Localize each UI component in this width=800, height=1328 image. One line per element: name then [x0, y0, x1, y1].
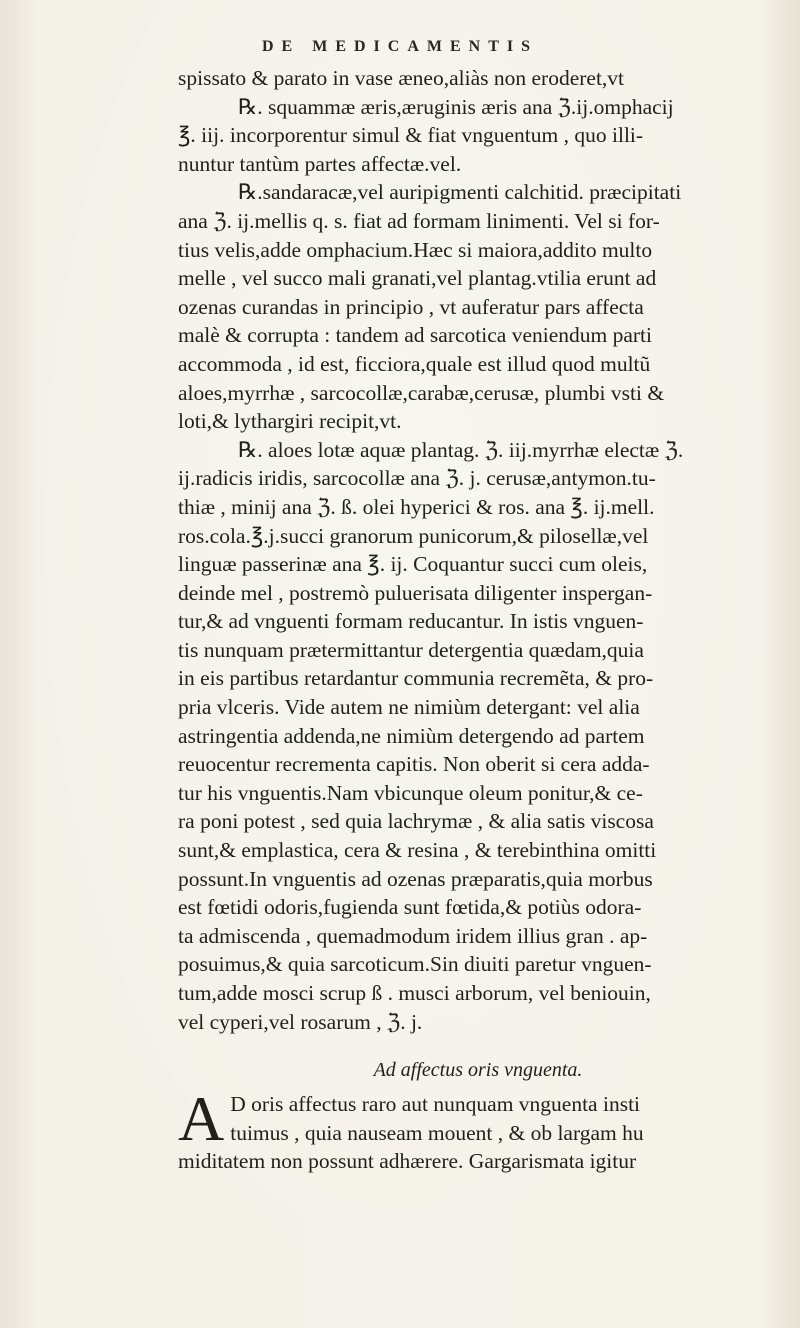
- text-line: deinde mel , postremò puluerisata diligenter inspergan-: [178, 580, 653, 605]
- text-line: malè & corrupta : tandem ad sarcotica veniendum parti: [178, 323, 653, 348]
- text-line: nuntur tantùm partes affectæ.vel.: [178, 151, 462, 176]
- text-line: linguæ passerinæ ana ℥. ij. Coquantur succi cum oleis,: [178, 552, 648, 577]
- text-line: vel cyperi,vel rosarum , ℨ. j.: [178, 1009, 423, 1034]
- text-line: ra poni potest , sed quia lachrymæ , & alia satis viscosa: [178, 809, 654, 834]
- text-line: ta admiscenda , quemadmodum iridem illius gran . ap-: [178, 923, 648, 948]
- text-line: in eis partibus retardantur communia recremẽta, & pro-: [178, 666, 654, 691]
- text-line: loti,& lythargiri recipit,vt.: [178, 409, 402, 434]
- text-line: sunt,& emplastica, cera & resina , & terebinthina omitti: [178, 838, 657, 863]
- text-line: ij.radicis iridis, sarcocollæ ana ℨ. j. cerusæ,antymon.tu-: [178, 466, 656, 491]
- text-line: possunt.In vnguentis ad ozenas præparatis,quia morbus: [178, 866, 653, 891]
- text-line: spissato & parato in vase æneo,aliàs non eroderet,vt: [178, 66, 625, 90]
- text-line: ℥. iij. incorporentur simul & fiat vnguentum , quo illi-: [178, 123, 644, 148]
- text-line: tis nunquam prætermittantur detergentia quædam,quia: [178, 637, 644, 662]
- main-text: [178, 64, 768, 1176]
- text-line: ana ℨ. ij.mellis q. s. fiat ad formam linimenti. Vel si for-: [178, 208, 660, 233]
- drop-capital: A: [178, 1090, 225, 1155]
- text-line: aloes,myrrhæ , sarcocollæ,carabæ,cerusæ, plumbi vsti &: [178, 380, 665, 405]
- text-line: ros.cola.℥.j.succi granorum punicorum,& pilosellæ,vel: [178, 523, 649, 548]
- text-line: melle , vel succo mali granati,vel plantag.vtilia erunt ad: [178, 266, 657, 291]
- section-heading: Ad affectus oris vnguenta.: [373, 1059, 583, 1082]
- text-line: tum,adde mosci scrup ß . musci arborum, vel beniouin,: [178, 981, 651, 1005]
- text-line: D oris affectus raro aut nunquam vnguenta insti: [230, 1092, 641, 1117]
- text-line: tius velis,adde omphacium.Hæc si maiora,addito multo: [178, 237, 653, 262]
- text-line: pria vlceris. Vide autem ne nimiùm detergant: vel alia: [178, 695, 640, 720]
- text-line: tur his vnguentis.Nam vbicunque oleum ponitur,& ce-: [178, 780, 643, 805]
- text-line: posuimus,& quia sarcoticum.Sin diuiti paretur vnguen-: [178, 952, 652, 977]
- text-line: accommoda , id est, ficciora,quale est illud quod multũ: [178, 351, 651, 376]
- text-line: ℞. squammæ æris,æruginis æris ana ℨ.ij.omphacij: [238, 94, 674, 119]
- text-line: tur,& ad vnguenti formam reducantur. In istis vnguen-: [178, 609, 644, 634]
- text-line: miditatem non possunt adhærere. Gargarismata igitur: [178, 1149, 637, 1174]
- section-paragraph: [178, 1090, 768, 1176]
- running-title: DE MEDICAMENTIS: [261, 38, 538, 55]
- section-lines: [230, 1090, 768, 1147]
- text-line: est fœtidi odoris,fugienda sunt fœtida,& potiùs odora-: [178, 895, 642, 920]
- text-line: ℞. aloes lotæ aquæ plantag. ℨ. iij.myrrhæ electæ ℨ.: [238, 437, 684, 462]
- text-line: thiæ , minij ana ℨ. ß. olei hyperici & ros. ana ℥. ij.mell.: [178, 494, 655, 519]
- text-line: ozenas curandas in principio , vt auferatur pars affecta: [178, 294, 644, 319]
- text-line: reuocentur recrementa capitis. Non oberit si cera adda-: [178, 752, 650, 777]
- text-line: tuimus , quia nauseam mouent , & ob largam hu: [230, 1120, 644, 1145]
- text-line: ℞.sandaracæ,vel auripigmenti calchitid. præcipitati: [238, 180, 682, 205]
- spacer: [178, 1036, 768, 1050]
- text-line: astringentia addenda,ne nimiùm detergendo ad partem: [178, 723, 645, 748]
